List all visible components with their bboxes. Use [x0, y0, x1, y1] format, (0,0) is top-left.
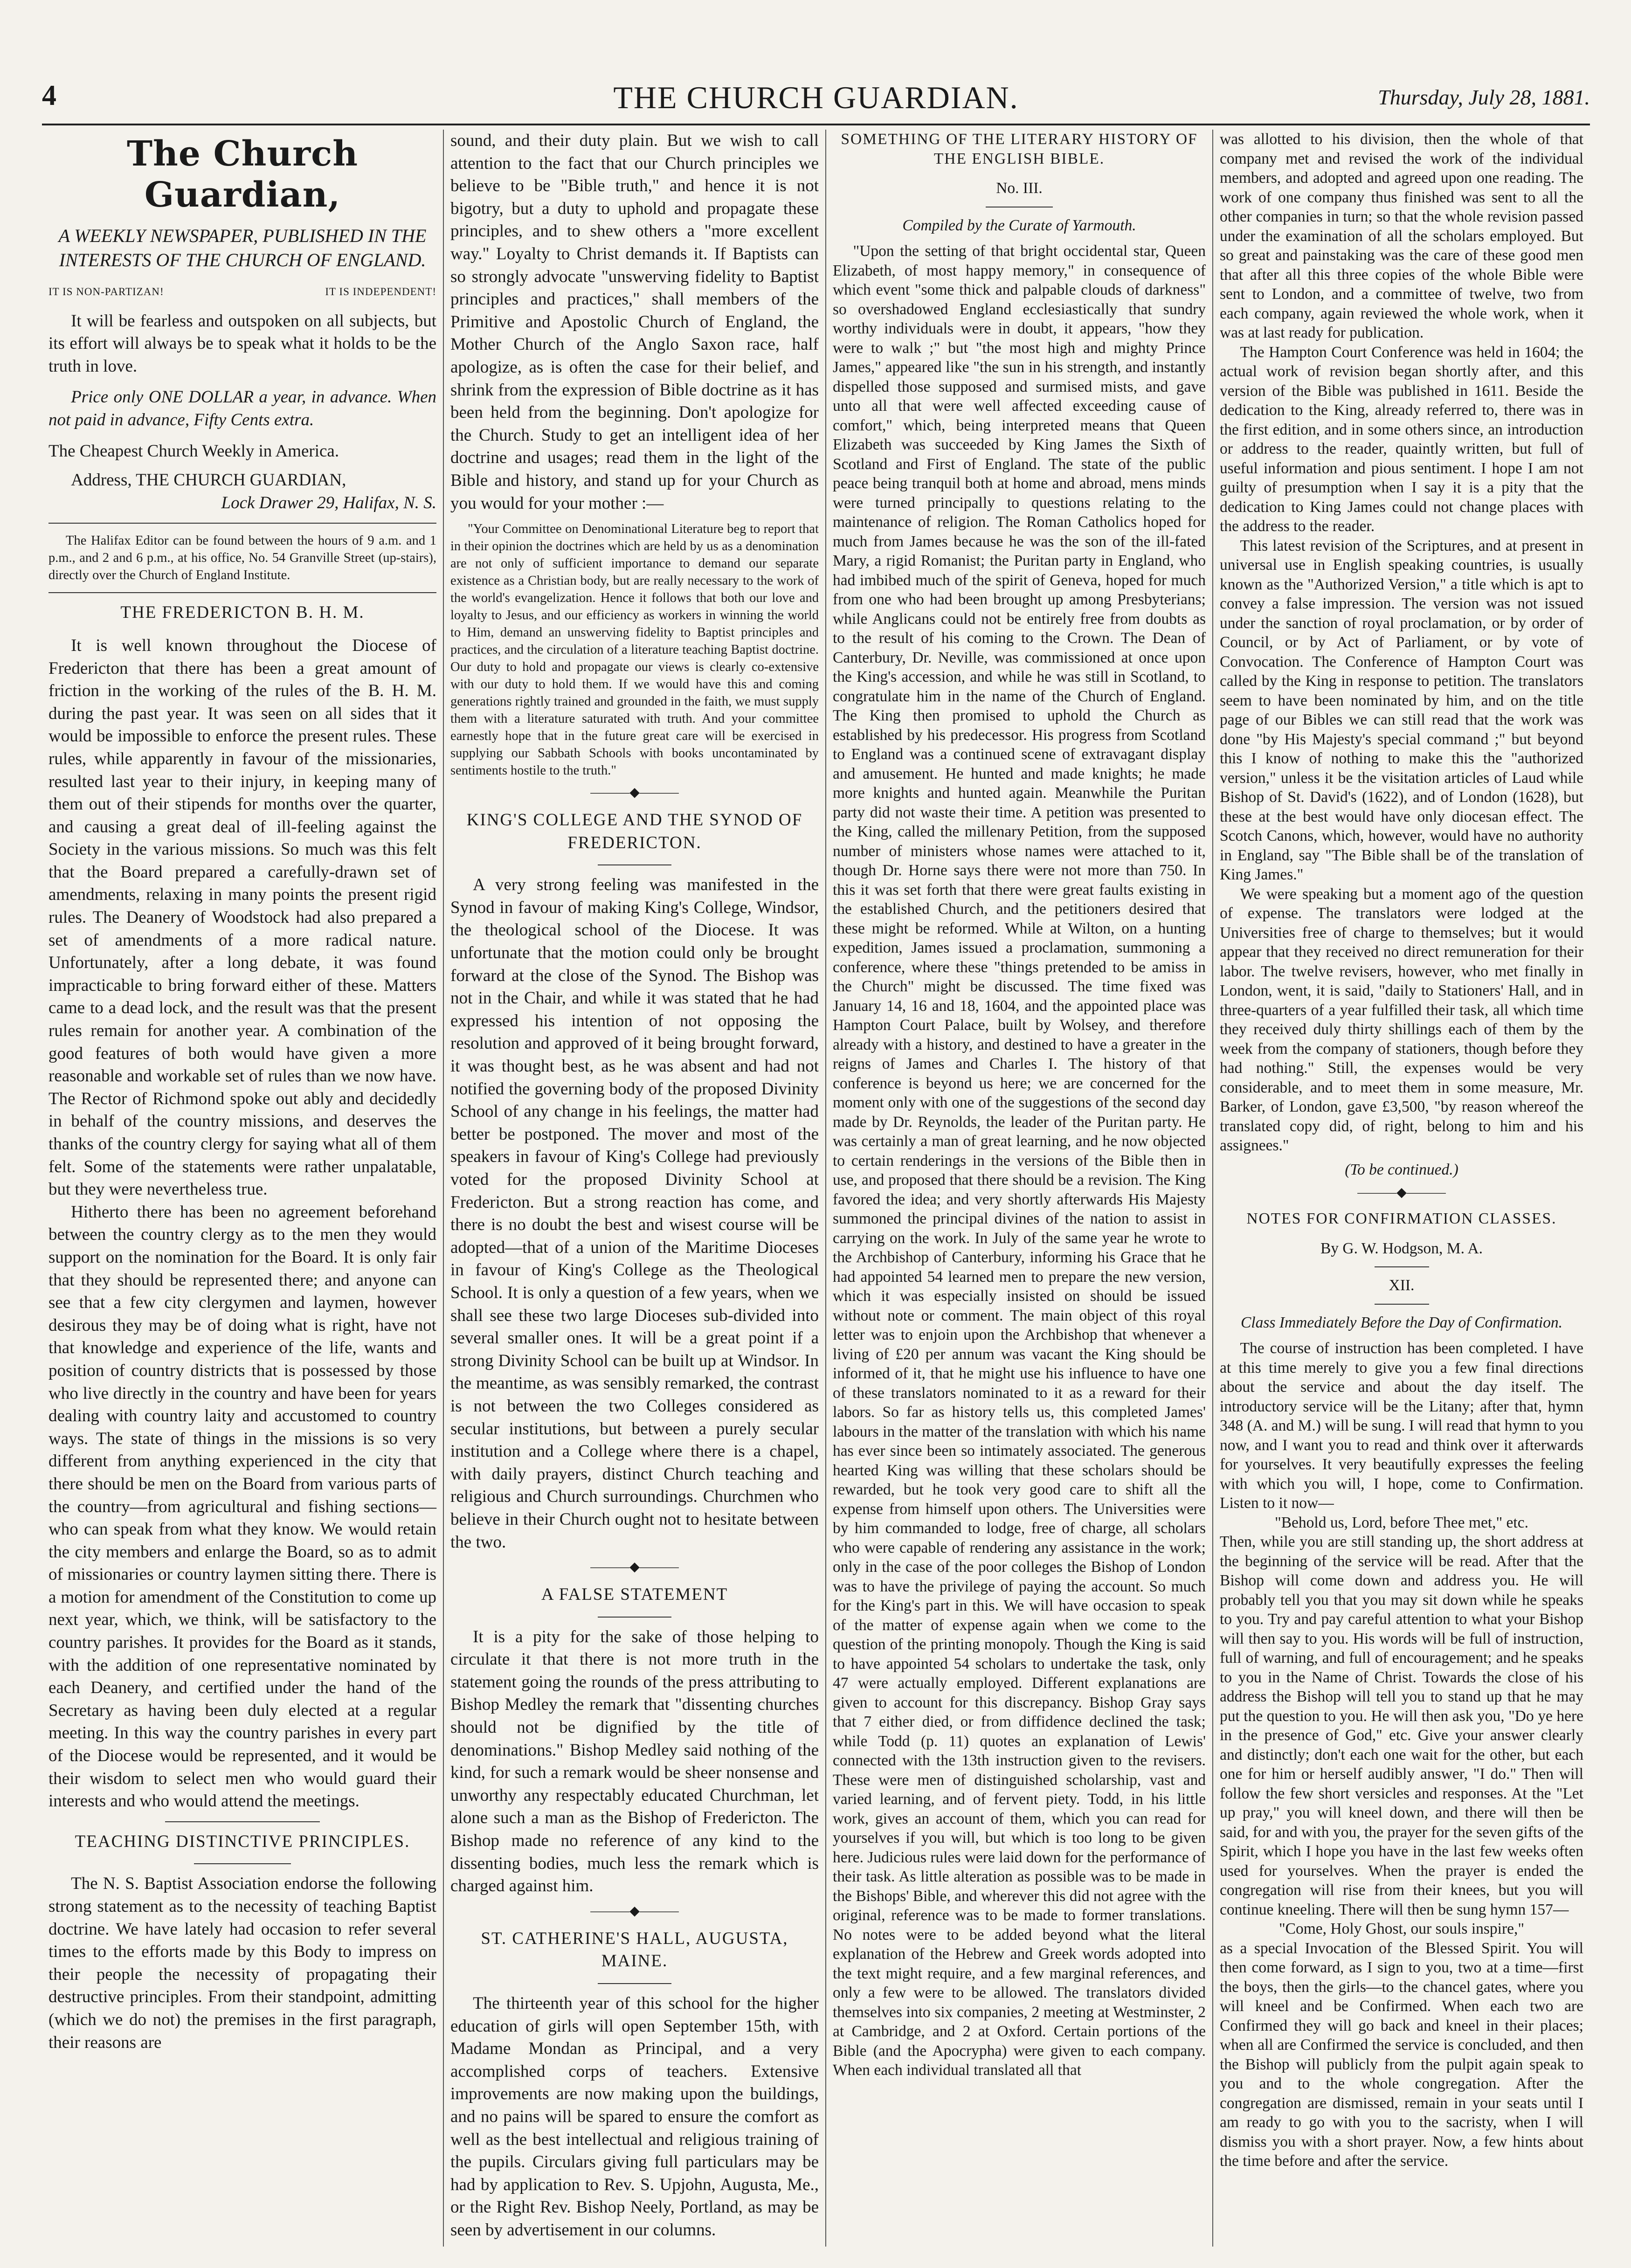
hymn-quote: "Behold us, Lord, before Thee met," etc.	[1275, 1514, 1528, 1531]
divider	[194, 1863, 291, 1864]
issue-date: Thursday, July 28, 1881.	[1378, 85, 1590, 109]
divider	[598, 864, 671, 865]
editor-note: The Halifax Editor can be found between the hours of 9 a.m. and 1 p.m., and 2 and 6 p.m., at his office, No. 54 Granville Street (up-stairs), directly over the Church of England Institute.	[48, 533, 436, 583]
newspaper-title: THE CHURCH GUARDIAN.	[613, 80, 1019, 115]
article-paragraph: The course of instruction has been completed. I have at this time merely to give you a few final directions about the service and about the day itself. The introductory service will be the Litany; after that, hymn 348 (A. and M.) will be sung. I will read that hymn to you now, and I want you to read and think over it afterwards for yourselves. It very beautifully expresses the feeling with which you will, I hope, come to Confirmation. Listen to it now—	[1220, 1340, 1583, 1512]
article-paragraph: The thirteenth year of this school for the higher education of girls will open September 15th, with Madame Mondan as Principal, and a very accomplished corps of teachers. Extensive improvements are now making upon the buildings, and no pains will be spared to ensure the comfort as well as the best intellectual and religious training of the pupils. Circulars giving full particulars may be had by application to Rev. S. Upjohn, Augusta, Me., or the Right Rev. Bishop Neely, Portland, as may be seen by advertisement in our columns.	[450, 1994, 819, 2240]
article-number: No. III.	[996, 180, 1043, 197]
divider	[48, 592, 436, 593]
article-numeral: XII.	[1389, 1277, 1415, 1294]
article-paragraph: We were speaking but a moment ago of the question of expense. The translators were lodged at the Universities free of charge to themselves; but it would appear that they received no direct remuneration for their labor. The twelve revisers, however, who met finally in London, went, it is said, "daily to Stationers' Hall, and in three-quarters of a year fulfilled their task, all which time they received duly thirty shillings each of them by the week from the company of stationers, though before they had nothing." Still, the expenses would be very considerable, and to meet them in some measure, Mr. Barker, of London, gave £3,500, "by reason whereof the translated copy did, of right, belong to him and his assignees."	[1220, 885, 1583, 1154]
divider	[1375, 1304, 1429, 1305]
column-3	[825, 130, 1212, 2247]
ornament-divider: ———◆———	[590, 1560, 679, 1575]
article-paragraph: The Hampton Court Conference was held in 1604; the actual work of revision began shortly after, and this version of the Bible was published in 1611. Beside the dedication to the King, already referred to, there was in the first edition, and in some others since, an introduction or address to the reader, quaintly written, but full of useful information and pious sentiment. I hope I am not guilty of presumption when I say it is a pity that the dedication to King James could not change places with the address to the reader.	[1220, 343, 1583, 535]
divider	[598, 1983, 671, 1984]
column-1	[42, 130, 443, 2247]
ornament-divider: ———◆———	[590, 785, 679, 800]
ornament-divider: ———◆———	[590, 1903, 679, 1918]
committee-quote: "Your Committee on Denominational Literature beg to report that in their opinion the doctrines which are held by us as a denomination are not only of sufficient importance to demand our separate existence as a Christian body, but are really necessary to the work of the world's evangelization. Hence it follows that both our love and loyalty to Jesus, and our efficiency as workers in winning the world to Him, demand an unswerving fidelity to Baptist principles and practices, and the circulation of a literature teaching Baptist doctrine. Our duty to hold and propagate our views is clearly co-extensive with our duty to hold them. If we would have this and coming generations rightly trained and grounded in the faith, we must supply them with a literature saturated with truth. And your committee earnestly hope that in the future great care will be exercised in supplying our Sabbath Schools with books uncontaminated by sentiments hostile to the truth."	[450, 522, 819, 778]
section-title-kings-college: KING'S COLLEGE AND THE SYNOD OF FREDERICTON.	[466, 810, 803, 852]
article-paragraph: It is a pity for the sake of those helping to circulate it that there is not more truth in the statement going the rounds of the press attributing to Bishop Medley the remark that "dissenting churches should not be dignified by the title of denominations." Bishop Medley said nothing of the kind, for such a remark would be sheer nonsense and unworthy any respectably educated Churchman, let alone such a man as the Bishop of Fredericton. The Bishop made no reference of any kind to the dissenting bodies, much less the remark which is charged against him.	[450, 1627, 819, 1896]
masthead	[42, 79, 1590, 125]
article-paragraph: Hitherto there has been no agreement beforehand between the country clergy as to the men they would support on the nomination for the Board. It is only fair that they should be represented there; and anyone can see that a few city clergymen and laymen, however desirous they may be of doing what is right, have not that knowledge and experience of the life, wants and position of country districts that is possessed by those who live directly in the country and have been for years dealing with country laity and accustomed to country ways. The state of things in the missions is so very different from anything experienced in the city that there should be men on the Board from various parts of the country—from agricultural and fishing sections—who can speak from what they know. We would retain the city members and enlarge the Board, so as to admit of missionaries or country laymen sitting there. There is a motion for amendment of the Constitution to come up next year, which, we think, will be satisfactory to the country parishes. It provides for the Board as it stands, with the addition of one representative nominated by each Deanery, and certified under the hand of the Secretary as having been duly elected at a regular meeting. In this way the country parishes in every part of the Diocese would be represented, and it would be their wisdom to select men who would guard their interests and who would attend the meetings.	[48, 1202, 436, 1811]
motto-independent: IT IS INDEPENDENT!	[325, 286, 436, 297]
divider	[1375, 1266, 1429, 1267]
intro-paragraph: It will be fearless and outspoken on all subjects, but its effort will always be to speak what it holds to be the truth in love.	[48, 311, 436, 376]
page-number: 4	[42, 80, 56, 111]
tagline: A WEEKLY NEWSPAPER, PUBLISHED IN THE INTERESTS OF THE CHURCH OF ENGLAND.	[58, 225, 427, 270]
article-compiler: Compiled by the Curate of Yarmouth.	[902, 216, 1136, 234]
section-title-false-statement: A FALSE STATEMENT	[541, 1585, 728, 1604]
hymn-quote: "Come, Holy Ghost, our souls inspire,"	[1279, 1920, 1525, 1937]
ornament-divider: ———◆———	[1357, 1185, 1446, 1200]
divider	[598, 1617, 671, 1618]
section-title-confirmation: NOTES FOR CONFIRMATION CLASSES.	[1246, 1210, 1557, 1227]
column-2	[443, 130, 825, 2247]
divider	[165, 1821, 320, 1822]
article-paragraph: as a special Invocation of the Blessed Spirit. You will then come forward, as I sign to you, two at a time—first the boys, then the girls—to the chancel gates, where you will kneel and be Confirmed. When each two are Confirmed they will go back and kneel in their places; when all are Confirmed the service is concluded, and then the Bishop will publicly from the pulpit again speak to you and to the whole congregation. After the congregation are dismissed, remain in your seats until I am ready to go with you to the sacristy, when I will dismiss you with a short prayer. Now, a few hints about the time before and after the service.	[1220, 1939, 1583, 2170]
divider	[48, 523, 436, 524]
newspaper-logo: The Church Guardian,	[126, 134, 359, 215]
article-paragraph: A very strong feeling was manifested in the Synod in favour of making King's College, Windsor, the theological school of the Diocese. It was unfortunate that the motion could only be brought forward at the close of the Synod. The Bishop was not in the Chair, and while it was stated that he had expressed his intention of not opposing the resolution and approved of it being brought forward, it was thought best, as he was absent and had not notified the governing body of the proposed Divinity School of any change in his feelings, the matter had better be postponed. The mover and most of the speakers in favour of King's College had previously voted for the proposed Divinity School at Fredericton. But a strong reaction has come, and there is no doubt the best and wisest course will be adopted—that of a union of the Maritime Dioceses in favour of King's College as the Theological School. It is only a question of a few years, when we shall see these two large Dioceses sub-divided into several smaller ones. It will be a great point if a strong Divinity School can be built up at Windsor. In the meantime, as was sensibly remarked, the contrast is not between the two Colleges considered as secular institutions, but between a purely secular institution and a College where there is a chapel, with daily prayers, distinct Church teaching and religious and Church surroundings. Churchmen who believe in their Church ought not to hesitate between the two.	[450, 875, 819, 1552]
address-line: Address, THE CHURCH GUARDIAN,	[71, 470, 346, 490]
section-title-fredericton: THE FREDERICTON B. H. M.	[120, 603, 365, 622]
motto-row	[48, 281, 436, 304]
class-heading: Class Immediately Before the Day of Confirmation.	[1240, 1314, 1563, 1331]
section-title-teaching: TEACHING DISTINCTIVE PRINCIPLES.	[75, 1832, 410, 1851]
to-be-continued: (To be continued.)	[1345, 1161, 1458, 1178]
motto-non-partizan: IT IS NON-PARTIZAN!	[48, 286, 164, 297]
article-paragraph: The N. S. Baptist Association endorse the following strong statement as to the necessity of teaching Baptist doctrine. We have lately had occasion to refer several times to the efforts made by this Body to impress on their people the necessity of propagating their destructive principles. From their standpoint, admitting (which we do not) the premises in the first paragraph, their reasons are	[48, 1874, 436, 2052]
article-paragraph: This latest revision of the Scriptures, and at present in universal use in English speaking countries, is usually known as the "Authorized Version," a title which is apt to convey a false impression. The version was not issued under the sanction of royal proclamation, or by order of Council, or by Act of Parliament, or by vote of Convocation. The Conference of Hampton Court was called by the King in response to petition. The translators seem to have been nominated by him, and on the title page of our Bibles we can still read that the work was done "by His Majesty's special command ;" but beyond this I know of nothing to make this the "authorized version," unless it be the visitation articles of Laud while Bishop of St. David's (1622), and of London (1628), but these at the best would have only diocesan effect. The Scotch Canons, which, however, would have no authority in England, say "The Bible shall be of the translation of King James."	[1220, 537, 1583, 883]
section-title-st-catherines: ST. CATHERINE'S HALL, AUGUSTA, MAINE.	[481, 1929, 788, 1971]
article-paragraph: "Upon the setting of that bright occidental star, Queen Elizabeth, of most happy memory," in consequence of which event "some thick and palpable clouds of darkness" so overshadowed England ecclesiastically that sundry worthy individuals were in doubt, it appears, "how they were to walk ;" but "the most high and mighty Prince James," appeared like "the sun in his strength, and instantly dispelled those supposed and surmised mists, and gave unto all that were well affected exceeding cause of comfort," which, being interpreted means that Queen Elizabeth was succeeded by King James the Sixth of Scotland and First of England. The state of the public peace being tranquil both at home and abroad, mens minds were turned principally to questions relating to the maintenance of religion. The Roman Catholics hoped for much from James because he was the son of the ill-fated Mary, a rigid Romanist; the Puritan party in England, who had imbibed much of the spirit of Geneva, hoped for much from one who had been brought up among Presbyterians; while Anglicans could not be entirely free from doubts as to the result of his coming to the Crown. The Dean of Canterbury, Dr. Neville, was commissioned at once upon the King's accession, and while he was still in Scotland, to congratulate him in the name of the Church of England. The King then promised to uphold the Church as established by his predecessor. His progress from Scotland to England was a continued scene of extravagant display and amusement. He hunted and made knights; he made more knights and hunted again. Meanwhile the Puritan party did not waste their time. A petition was presented to the King, called the millenary Petition, from the supposed number of ministers whose names were attached to it, though Dr. Horne says there were not more than 750. In this it was set forth that there were great faults existing in the established Church, and the petitioners desired that these might be reformed. While at Wilton, on a hunting expedition, James issued a proclamation, summoning a conference, where these "things pretended to be amiss in the Church" might be discussed. The time fixed was January 14, 16 and 18, 1604, and the appointed place was Hampton Court Palace, built by Wolsey, and therefore already with a history, and destined to have a greater in the reigns of James and Charles I. The history of that conference is beyond us here; we are concerned for the moment only with one of the suggestions of the second day made by Dr. Reynolds, the leader of the Puritan party. He was certainly a man of great learning, and he now objected to certain renderings in the versions of the Bible then in use, and proposed that there should be a revision. The King favored the idea; and very shortly afterwards His Majesty summoned the principal divines of the nation to assist in carrying on the work. In July of the same year he wrote to the Archbishop of Canterbury, informing his Grace that he had appointed 54 learned men to prepare the new version, which it was especially insisted on should be issued without note or comment. The main object of this royal letter was to enjoin upon the Archbishop that whenever a living of £20 per annum was vacant the King should be informed of it, that he might use his influence to have one of these translators nominated to it as a reward for their labors. So far as history tells us, this completed James' labours in the matter of the translation with which his name has ever since been so intimately associated. The generous hearted King was willing that these scholars should be rewarded, but he took very good care to shift all the expense from himself upon others. The Universities were by him commanded to lodge, free of charge, all scholars who were capable of rendering any assistance in the work; only in the case of the poor colleges the Bishop of London was to have the privilege of paying the account. So much for the King's part in this. We will have occasion to speak of the matter of expense again when we come to the question of the printing monopoly. Though the King is said to have appointed 54 scholars to undertake the task, only 47 were actually employed. Different explanations are given to account for this discrepancy. Bishop Gray says that 7 either died, or from diffidence declined the task; while Todd (p. 11) quotes an explanation of Lewis' connected with the 13th instruction given to the revisers. These were men of distinguished scholarship, vast and varied learning, and of fervent piety. Todd, in his little work, gives an account of them, which you can read for yourselves if you will, but which is too long to be given here. Judicious rules were laid down for the performance of their task. As little alteration as possible was to be made in the Bishops' Bible, and wherever this did not agree with the original, reference was to be made to former translations. No notes were to be added beyond what the literal explanation of the Hebrew and Greek words adopted into the text might require, and a few marginal references, and only a few were to be allowed. The translators divided themselves into six companies, 2 meeting at Westminster, 2 at Cambridge, and 2 at Oxford. Certain portions of the Bible (and the Apocrypha) were given to each company. When each individual translated all that	[833, 242, 1206, 2079]
price-notice: Price only ONE DOLLAR a year, in advance. When not paid in advance, Fifty Cents extra.	[48, 387, 436, 429]
column-4	[1212, 130, 1590, 2247]
article-paragraph: It is well known throughout the Diocese of Fredericton that there has been a great amount of friction in the working of the rules of the B. H. M. during the past year. It was seen on all sides that it would be impossible to enforce the present rules. These rules, while apparently in favour of the missionaries, resulted last year to their injury, in keeping many of them out of their stipends for months over the quarter, and causing a great deal of ill-feeling against the Society in the various missions. So much was this felt that the Board prepared a carefully-drawn set of amendments, relaxing in many points the present rigid rules. The Deanery of Woodstock had also prepared a set of amendments of a more radical nature. Unfortunately, after a long debate, it was found impracticable to bring forward either of these. Matters came to a dead lock, and the result was that the present rules remain for another year. A combination of the good features of both would have given a more reasonable and workable set of rules than we now have. The Rector of Richmond spoke out ably and decidedly in behalf of the country missions, and deserves the thanks of the country clergy for saying what all of them felt. Some of the statements were rather unpalatable, but they were nevertheless true.	[48, 636, 436, 1199]
section-title-english-bible: SOMETHING OF THE LITERARY HISTORY OF THE ENGLISH BIBLE.	[841, 131, 1198, 167]
article-paragraph: Then, while you are still standing up, the short address at the beginning of the service will be read. After that the Bishop will come down and address you. He will probably tell you that you may sit down while he speaks to you. Try and pay careful attention to what your Bishop will then say to you. His words will be full of instruction, full of warning, and full of encouragement; and he speaks to you in the Name of Christ. Towards the close of his address the Bishop will tell you to stand up that he may put the question to you. He will then ask you, "Do ye here in the presence of God," etc. Give your answer clearly and distinctly; don't each one wait for the other, but each one for him or herself audibly answer, "I do." Then will follow the few short versicles and responses. At the "Let up pray," you will kneel down, and there will then be said, for and with you, the prayer for the seven gifts of the Spirit, which I hope you have in the last few weeks often used for yourselves. When the prayer is ended the congregation will rise from their knees, but you will continue kneeling. There will then be sung hymn 157—	[1220, 1533, 1583, 1918]
drawer-line: Lock Drawer 29, Halifax, N. S.	[221, 493, 436, 512]
article-byline: By G. W. Hodgson, M. A.	[1320, 1239, 1483, 1257]
cheapest-notice: The Cheapest Church Weekly in America.	[48, 441, 339, 461]
article-paragraph: sound, and their duty plain. But we wish to call attention to the fact that our Church principles we believe to be "Bible truth," and hence it is not bigotry, but a duty to uphold and propagate these principles, and to shew others a "more excellent way." Loyalty to Christ demands it. If Baptists can so strongly advocate "unswerving fidelity to Baptist principles and practices," shall members of the Primitive and Apostolic Church of England, the Mother Church of the Anglo Saxon race, half apologize, as is often the case for their belief, and shrink from the expression of Bible doctrine as it has been held from the beginning. Don't apologize for the Church. Study to get an intelligent idea of her doctrine and usages; read them in the light of the Bible and history, and stand up for your Church as you would for your mother :—	[450, 131, 819, 513]
article-paragraph: was allotted to his division, then the whole of that company met and revised the work of the individual members, and adopted and agreed upon one reading. The work of one company thus finished was sent to all the other companies in turn; so that the whole revision passed under the examination of all the scholars employed. But so great and painstaking was the care of these good men that after all this three copies of the whole Bible were sent to London, and a committee of twelve, two from each company, again reviewed the whole work, when it was at last ready for publication.	[1220, 131, 1583, 341]
